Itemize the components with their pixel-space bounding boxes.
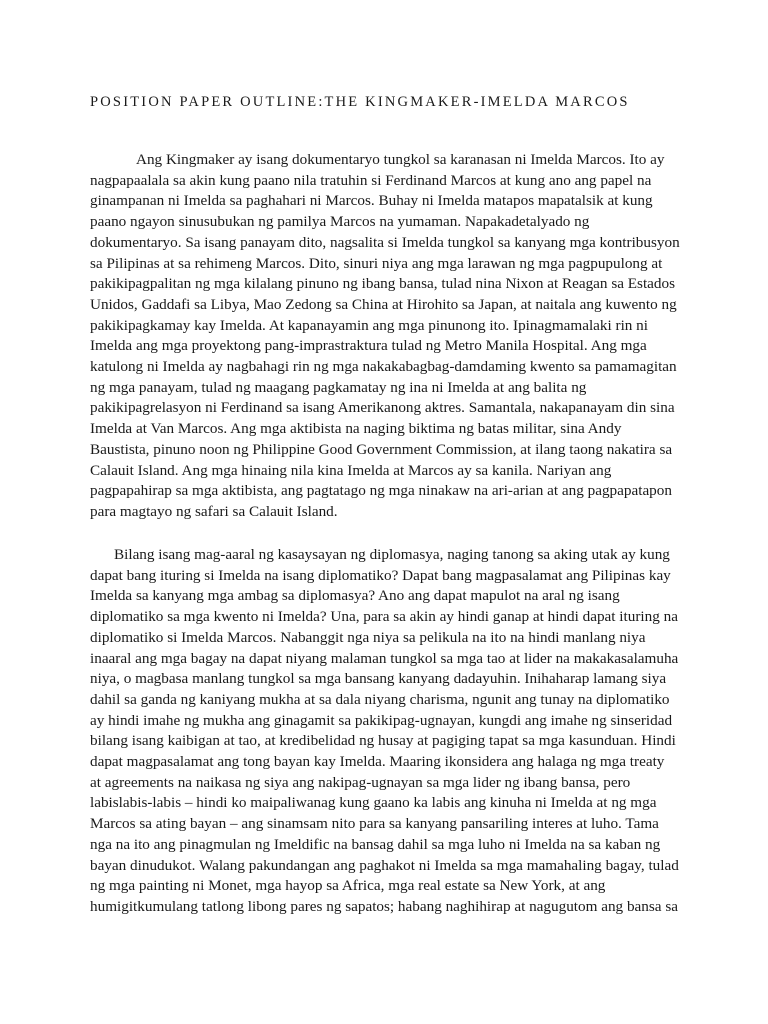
text-line: ng mga panayam, tulad ng maagang pagkamatay ng ina ni Imelda at ang balita ng: [90, 378, 587, 396]
text-line: pakikipagkamay kay Imelda. At kapanayamin ang mga pinunong ito. Ipinagmamalaki rin ni: [90, 316, 648, 334]
text-line: diplomatiko sa mga kwento ni Imelda? Una, para sa akin ay hindi ganap at hindi dapat ituring na: [90, 608, 678, 626]
text-line: dahil sa ganda ng kaniyang mukha at sa dala niyang charisma, ngunit ang tunay na diplomatiko: [90, 690, 670, 708]
text-line: niya, o magbasa manlang tungkol sa mga bansang kanyang dadayuhin. Inihaharap lamang siya: [90, 670, 667, 688]
text-line: sa Pilipinas at sa rehimeng Marcos. Dito, sinuri niya ang mga larawan ng mga pagpupulong at: [90, 254, 663, 272]
text-line: nga na ito ang pinagmulan ng Imeldific na bansag dahil sa mga luho ni Imelda na sa kaban ng: [90, 835, 661, 853]
text-line: at agreements na naikasa ng siya ang nakipag-ugnayan sa mga lider ng ibang bansa, pero: [90, 773, 631, 791]
text-line: Ang Kingmaker ay isang dokumentaryo tungkol sa karanasan ni Imelda Marcos. Ito ay: [136, 151, 665, 168]
text-line: inaaral ang mga bagay na dapat niyang malaman tungkol sa mga tao at lider na makakasalamuha: [90, 649, 679, 667]
text-line: diplomatiko si Imelda Marcos. Nabanggit nga niya sa pelikula na ito na hindi manlang niya: [90, 628, 646, 646]
text-line: dapat bang ituring si Imelda na isang diplomatiko? Dapat bang magpasalamat ang Pilipinas kay: [90, 566, 671, 584]
text-line: Imelda ang mga proyektong pang-imprastraktura tulad ng Metro Manila Hospital. Ang mga: [90, 337, 647, 355]
text-line: nagpapaalala sa akin kung paano nila tratuhin si Ferdinand Marcos at kung ano ang papel na: [90, 171, 652, 189]
text-line: pagpapahirap sa mga aktibista, ang pagtatago ng mga ninakaw na ari-arian at ang pagpapatapon: [90, 482, 672, 500]
page-title: POSITION PAPER OUTLINE:THE KINGMAKER-IMELDA MARCOS: [90, 94, 630, 110]
text-line: pakikipagpalitan ng mga kilalang pinuno ng ibang bansa, tulad nina Nixon at Reagan sa Estados: [90, 275, 676, 293]
paragraph-1: [90, 150, 680, 523]
text-line: Bilang isang mag-aaral ng kasaysayan ng diplomasya, naging tanong sa aking utak ay kung: [114, 546, 670, 563]
text-line: bilang isang kaibigan at tao, at kredibelidad ng husay at pagiging tapat sa mga kasunduan. Hindi: [90, 732, 676, 750]
text-line: ginampanan ni Imelda sa paghahari ni Marcos. Buhay ni Imelda matapos mapatalsik at kung: [90, 192, 653, 210]
text-line: dokumentaryo. Sa isang panayam dito, nagsalita si Imelda tungkol sa kanyang mga kontribusyon: [90, 233, 680, 251]
text-line: paano ngayon sinusubukan ng pamilya Marcos na yumaman. Napakadetalyado ng: [90, 213, 590, 231]
text-line: Calauit Island. Ang mga hinaing nila kina Imelda at Marcos ay sa kanila. Nariyan ang: [90, 461, 612, 479]
text-line: dapat magpasalamat ang tong bayan kay Imelda. Maaring ikonsidera ang halaga ng mga treaty: [90, 753, 665, 771]
text-line: Imelda sa kanyang mga ambag sa diplomasya? Ano ang dapat mapulot na aral ng isang: [90, 587, 620, 605]
text-line: ay hindi imahe ng mukha ang ginagamit sa pakikipag-ugnayan, kungdi ang imahe ng sinseridad: [90, 711, 673, 729]
text-line: katulong ni Imelda ay nagbahagi rin ng mga nakakabagbag-damdaming kwento sa pamamagitan: [90, 358, 677, 376]
text-line: humigitkumulang tatlong libong pares ng sapatos; habang naghihirap at nagugutom ang bansa sa: [90, 897, 678, 915]
text-line: bayan dinudukot. Walang pakundangan ang paghakot ni Imelda sa mga mamahaling bagay, tulad: [90, 856, 679, 874]
text-line: Baustista, pinuno noon ng Philippine Good Government Commission, at ilang taong nakatira sa: [90, 440, 673, 458]
text-line: Imelda at Van Marcos. Ang mga aktibista na naging biktima ng batas militar, sina Andy: [90, 420, 622, 438]
text-line: para magtayo ng safari sa Calauit Island.: [90, 502, 338, 520]
text-line: Marcos sa ating bayan – ang sinamsam nito para sa kanyang pansariling interes at luho. Tama: [90, 815, 659, 833]
text-line: labislabis-labis – hindi ko maipaliwanag kung gaano ka labis ang kinuha ni Imelda at ng mga: [90, 794, 657, 812]
paragraph-2: [90, 545, 679, 918]
text-line: Unidos, Gaddafi sa Libya, Mao Zedong sa China at Hirohito sa Japan, at naitala ang kuwento ng: [90, 295, 677, 313]
text-line: pakikipagrelasyon ni Ferdinand sa isang Amerikanong aktres. Samantala, nakapanayam din sina: [90, 399, 675, 417]
text-line: ng mga painting ni Monet, mga hayop sa Africa, mga real estate sa New York, at ang: [90, 877, 606, 895]
